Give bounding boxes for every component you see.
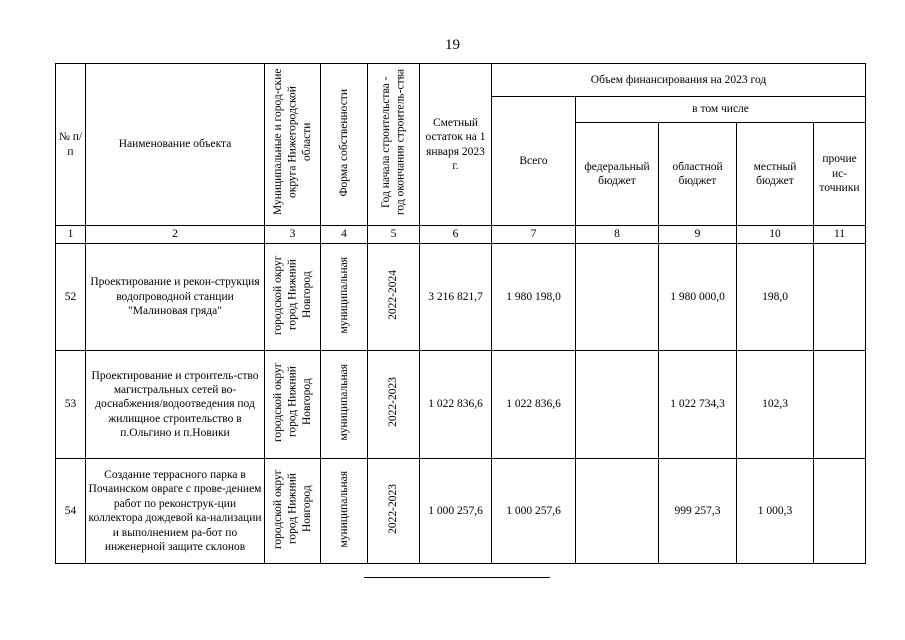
header-total: Всего bbox=[492, 97, 576, 226]
row-local: 102,3 bbox=[737, 351, 814, 459]
row-total: 1 980 198,0 bbox=[492, 244, 576, 351]
header-municipal-text: Муниципальные и город-ские округа Нижегородской области bbox=[271, 69, 313, 216]
row-name: Создание террасного парка в Почаинском овраге с прове-дением работ по реконструк-ции коллектора дождевой ка-нализации и выполнением ра-бот по инженерной защите склонов bbox=[86, 459, 265, 564]
row-ownership bbox=[321, 244, 368, 351]
column-number: 1 bbox=[56, 226, 86, 244]
row-total: 1 022 836,6 bbox=[492, 351, 576, 459]
row-federal bbox=[576, 244, 659, 351]
column-number: 10 bbox=[737, 226, 814, 244]
row-years bbox=[368, 244, 420, 351]
header-ownership-text: Форма собственности bbox=[337, 88, 350, 197]
row-name: Проектирование и строитель-ство магистральных сетей во-доснабжения/водоотведения под жилищное строительство в п.Ольгино и п.Новики bbox=[86, 351, 265, 459]
row-regional: 1 980 000,0 bbox=[659, 244, 737, 351]
header-years bbox=[368, 64, 420, 226]
row-municipal-text: городской округ город Нижний Новгород bbox=[271, 469, 313, 549]
row-local: 198,0 bbox=[737, 244, 814, 351]
column-number: 8 bbox=[576, 226, 659, 244]
column-number-row bbox=[56, 226, 866, 244]
row-federal bbox=[576, 459, 659, 564]
row-ownership-text: муниципальная bbox=[337, 364, 350, 441]
row-years-text: 2022-2023 bbox=[387, 377, 400, 428]
row-ownership bbox=[321, 459, 368, 564]
row-num: 54 bbox=[56, 459, 86, 564]
column-number: 3 bbox=[265, 226, 321, 244]
row-municipal bbox=[265, 459, 321, 564]
header-years-text: Год начала строительства - год окончания строитель-ства bbox=[380, 69, 407, 216]
row-other bbox=[814, 459, 866, 564]
row-years-text: 2022-2024 bbox=[387, 269, 400, 320]
row-years bbox=[368, 351, 420, 459]
row-municipal-text: городской округ город Нижний Новгород bbox=[271, 255, 313, 335]
header-regional: областной бюджет bbox=[659, 123, 737, 226]
row-regional: 999 257,3 bbox=[659, 459, 737, 564]
row-municipal bbox=[265, 351, 321, 459]
header-including: в том числе bbox=[576, 97, 866, 123]
row-municipal-text: городской округ город Нижний Новгород bbox=[271, 362, 313, 443]
header-name: Наименование объекта bbox=[86, 64, 265, 226]
footnote-separator bbox=[364, 577, 550, 578]
row-ownership-text: муниципальная bbox=[337, 470, 350, 548]
row-years-text: 2022-2023 bbox=[387, 484, 400, 534]
header-other: прочие ис-точники bbox=[814, 123, 866, 226]
header-federal: федеральный бюджет bbox=[576, 123, 659, 226]
page-number: 19 bbox=[445, 37, 460, 53]
table-row bbox=[56, 459, 866, 564]
header-estimate: Сметный остаток на 1 января 2023 г. bbox=[420, 64, 492, 226]
row-years bbox=[368, 459, 420, 564]
row-num: 53 bbox=[56, 351, 86, 459]
column-number: 6 bbox=[420, 226, 492, 244]
financing-table bbox=[55, 63, 866, 564]
row-num: 52 bbox=[56, 244, 86, 351]
row-local: 1 000,3 bbox=[737, 459, 814, 564]
column-number: 5 bbox=[368, 226, 420, 244]
header-financing: Объем финансирования на 2023 год bbox=[492, 64, 866, 97]
row-other bbox=[814, 244, 866, 351]
header-municipal bbox=[265, 64, 321, 226]
column-number: 9 bbox=[659, 226, 737, 244]
row-estimate: 3 216 821,7 bbox=[420, 244, 492, 351]
row-ownership bbox=[321, 351, 368, 459]
header-ownership bbox=[321, 64, 368, 226]
column-number: 11 bbox=[814, 226, 866, 244]
header-local: местный бюджет bbox=[737, 123, 814, 226]
column-number: 7 bbox=[492, 226, 576, 244]
header-num: № п/п bbox=[56, 64, 86, 226]
table-row bbox=[56, 351, 866, 459]
row-name: Проектирование и рекон-струкция водопроводной станции "Малиновая гряда" bbox=[86, 244, 265, 351]
table-row bbox=[56, 244, 866, 351]
row-estimate: 1 000 257,6 bbox=[420, 459, 492, 564]
row-total: 1 000 257,6 bbox=[492, 459, 576, 564]
column-number: 2 bbox=[86, 226, 265, 244]
row-regional: 1 022 734,3 bbox=[659, 351, 737, 459]
row-other bbox=[814, 351, 866, 459]
row-ownership-text: муниципальная bbox=[337, 256, 350, 334]
row-federal bbox=[576, 351, 659, 459]
row-municipal bbox=[265, 244, 321, 351]
column-number: 4 bbox=[321, 226, 368, 244]
row-estimate: 1 022 836,6 bbox=[420, 351, 492, 459]
